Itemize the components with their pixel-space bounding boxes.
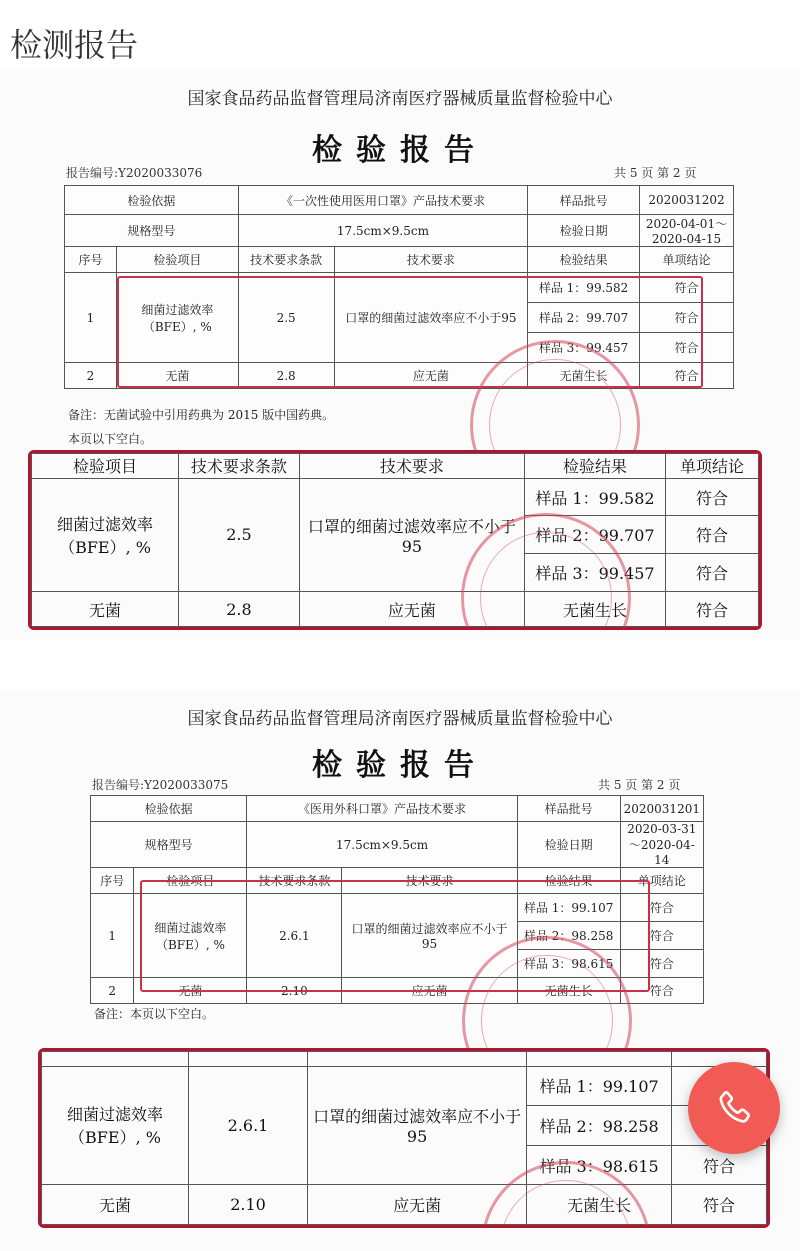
header-clause: 技术要求条款 bbox=[238, 247, 334, 273]
basis-label: 检验依据 bbox=[91, 796, 247, 822]
zoom-2-conclusion-3: 符合 bbox=[672, 1145, 767, 1185]
zoom-2-requirement: 口罩的细菌过滤效率应不小于95 bbox=[307, 1066, 526, 1185]
header-clause: 技术要求条款 bbox=[247, 868, 342, 894]
basis-value: 《一次性使用医用口罩》产品技术要求 bbox=[238, 186, 527, 215]
row2-conclusion: 符合 bbox=[620, 978, 703, 1004]
phone-icon bbox=[714, 1088, 754, 1128]
zoom-1-result-1: 样品 1：99.582 bbox=[525, 478, 666, 516]
zoom-1-clause: 2.5 bbox=[179, 478, 300, 592]
row1-result-3: 样品 3：98.615 bbox=[517, 950, 620, 978]
header-item: 检验项目 bbox=[134, 868, 247, 894]
row2-no: 2 bbox=[91, 978, 134, 1004]
row2-result: 无菌生长 bbox=[517, 978, 620, 1004]
zoom-2-row2-requirement: 应无菌 bbox=[307, 1185, 526, 1225]
batch-value: 2020031202 bbox=[640, 186, 734, 215]
row1-requirement: 口罩的细菌过滤效率应不小于95 bbox=[342, 894, 517, 978]
zoom-1-header-clause: 技术要求条款 bbox=[179, 454, 300, 479]
zoom-1-row2-result: 无菌生长 bbox=[525, 592, 666, 627]
header-result: 检验结果 bbox=[517, 868, 620, 894]
zoom-1-conclusion-3: 符合 bbox=[665, 554, 758, 592]
zoom-2-row2-result: 无菌生长 bbox=[527, 1185, 672, 1225]
report-2-pages: 共 5 页 第 2 页 bbox=[598, 778, 681, 792]
zoom-1-row2-item: 无菌 bbox=[32, 592, 179, 627]
report-1-number: 报告编号:Y2020033076 bbox=[66, 166, 203, 180]
zoom-1-result-2: 样品 2：99.707 bbox=[525, 516, 666, 554]
row1-requirement: 口罩的细菌过滤效率应不小于95 bbox=[334, 273, 528, 363]
zoom-1-result-3: 样品 3：99.457 bbox=[525, 554, 666, 592]
row1-item: 细菌过滤效率（BFE）, % bbox=[116, 273, 238, 363]
row1-conclusion-2: 符合 bbox=[620, 922, 703, 950]
zoom-1-requirement: 口罩的细菌过滤效率应不小于95 bbox=[299, 478, 524, 592]
zoom-2-result-1: 样品 1：99.107 bbox=[527, 1066, 672, 1106]
row1-item: 细菌过滤效率（BFE）, % bbox=[134, 894, 247, 978]
row1-conclusion-3: 符合 bbox=[640, 333, 734, 363]
zoom-excerpt-1 bbox=[28, 450, 762, 630]
row1-conclusion-3: 符合 bbox=[620, 950, 703, 978]
row2-item: 无菌 bbox=[116, 363, 238, 389]
spec-value: 17.5cm×9.5cm bbox=[238, 215, 527, 247]
zoom-2-clause: 2.6.1 bbox=[189, 1066, 308, 1185]
report-1 bbox=[0, 70, 800, 640]
zoom-1-header-requirement: 技术要求 bbox=[299, 454, 524, 479]
zoom-1-header-item: 检验项目 bbox=[32, 454, 179, 479]
row1-no: 1 bbox=[91, 894, 134, 978]
row1-clause: 2.6.1 bbox=[247, 894, 342, 978]
highlight-box-1 bbox=[117, 276, 703, 388]
report-1-org: 国家食品药品监督管理局济南医疗器械质量监督检验中心 bbox=[187, 89, 613, 109]
zoom-2-row2-item: 无菌 bbox=[42, 1185, 189, 1225]
date-value: 2020-03-31～2020-04-14 bbox=[620, 822, 703, 868]
report-2-blank: 备注：本页以下空白。 bbox=[94, 1007, 215, 1021]
date-label: 检验日期 bbox=[517, 822, 620, 868]
batch-value: 2020031201 bbox=[620, 796, 703, 822]
spec-label: 规格型号 bbox=[91, 822, 247, 868]
zoom-2-result-2: 样品 2：98.258 bbox=[527, 1106, 672, 1146]
report-2-number: 报告编号:Y2020033075 bbox=[92, 778, 229, 792]
row1-conclusion-2: 符合 bbox=[640, 303, 734, 333]
zoom-1-table bbox=[31, 453, 759, 627]
spec-label: 规格型号 bbox=[65, 215, 239, 247]
page-title: 检测报告 bbox=[10, 26, 139, 64]
row2-requirement: 应无菌 bbox=[342, 978, 517, 1004]
row1-result-2: 样品 2：98.258 bbox=[517, 922, 620, 950]
report-1-blank: 本页以下空白。 bbox=[68, 432, 153, 446]
header-conclusion: 单项结论 bbox=[620, 868, 703, 894]
row2-clause: 2.8 bbox=[238, 363, 334, 389]
row2-no: 2 bbox=[65, 363, 117, 389]
report-2 bbox=[0, 690, 800, 1251]
header-requirement: 技术要求 bbox=[334, 247, 528, 273]
header-item: 检验项目 bbox=[116, 247, 238, 273]
page-header bbox=[0, 0, 800, 70]
report-2-title: 检验报告 bbox=[312, 748, 488, 783]
report-1-note: 备注：无菌试验中引用药典为 2015 版中国药典。 bbox=[68, 408, 335, 422]
basis-label: 检验依据 bbox=[65, 186, 239, 215]
row2-clause: 2.10 bbox=[247, 978, 342, 1004]
basis-value: 《医用外科口罩》产品技术要求 bbox=[247, 796, 517, 822]
row1-conclusion-1: 符合 bbox=[620, 894, 703, 922]
header-requirement: 技术要求 bbox=[342, 868, 517, 894]
row1-result-1: 样品 1：99.582 bbox=[528, 273, 640, 303]
header-no: 序号 bbox=[91, 868, 134, 894]
batch-label: 样品批号 bbox=[528, 186, 640, 215]
header-result: 检验结果 bbox=[528, 247, 640, 273]
zoom-2-item: 细菌过滤效率（BFE）, % bbox=[42, 1066, 189, 1185]
row1-clause: 2.5 bbox=[238, 273, 334, 363]
row2-item: 无菌 bbox=[134, 978, 247, 1004]
row2-result: 无菌生长 bbox=[528, 363, 640, 389]
report-1-title: 检验报告 bbox=[312, 133, 488, 168]
section-gap bbox=[0, 640, 800, 690]
zoom-1-conclusion-2: 符合 bbox=[665, 516, 758, 554]
zoom-2-table bbox=[41, 1051, 767, 1225]
row1-result-1: 样品 1：99.107 bbox=[517, 894, 620, 922]
zoom-2-row2-conclusion: 符合 bbox=[672, 1185, 767, 1225]
zoom-2-row2-clause: 2.10 bbox=[189, 1185, 308, 1225]
zoom-1-header-result: 检验结果 bbox=[525, 454, 666, 479]
zoom-excerpt-2 bbox=[38, 1048, 770, 1228]
row2-requirement: 应无菌 bbox=[334, 363, 528, 389]
batch-label: 样品批号 bbox=[517, 796, 620, 822]
header-no: 序号 bbox=[65, 247, 117, 273]
row1-conclusion-1: 符合 bbox=[640, 273, 734, 303]
row1-result-2: 样品 2：99.707 bbox=[528, 303, 640, 333]
report-2-org: 国家食品药品监督管理局济南医疗器械质量监督检验中心 bbox=[187, 709, 613, 729]
zoom-1-item: 细菌过滤效率（BFE）, % bbox=[32, 478, 179, 592]
row1-no: 1 bbox=[65, 273, 117, 363]
report-1-pages: 共 5 页 第 2 页 bbox=[614, 166, 697, 180]
zoom-1-conclusion-1: 符合 bbox=[665, 478, 758, 516]
row2-conclusion: 符合 bbox=[640, 363, 734, 389]
zoom-1-row2-conclusion: 符合 bbox=[665, 592, 758, 627]
highlight-box-2 bbox=[140, 880, 650, 992]
zoom-1-row2-requirement: 应无菌 bbox=[299, 592, 524, 627]
zoom-1-header-conclusion: 单项结论 bbox=[665, 454, 758, 479]
date-value: 2020-04-01～2020-04-15 bbox=[640, 215, 734, 247]
call-button[interactable] bbox=[688, 1062, 780, 1154]
header-conclusion: 单项结论 bbox=[640, 247, 734, 273]
date-label: 检验日期 bbox=[528, 215, 640, 247]
spec-value: 17.5cm×9.5cm bbox=[247, 822, 517, 868]
zoom-2-result-3: 样品 3：98.615 bbox=[527, 1145, 672, 1185]
row1-result-3: 样品 3：99.457 bbox=[528, 333, 640, 363]
zoom-1-row2-clause: 2.8 bbox=[179, 592, 300, 627]
